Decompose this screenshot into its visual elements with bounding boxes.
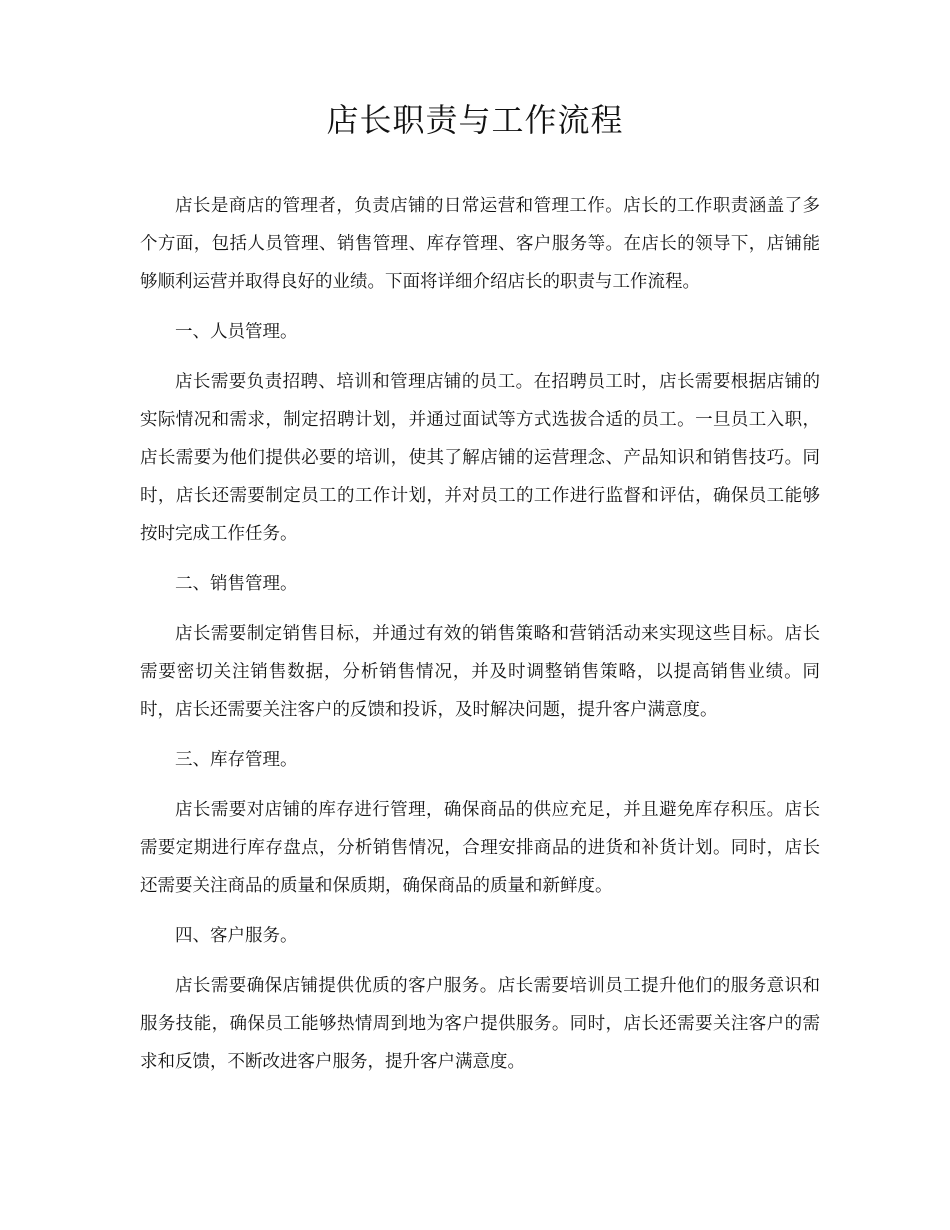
document-body: [140, 187, 820, 1081]
section-body-inventory: 店长需要对店铺的库存进行管理，确保商品的供应充足，并且避免库存积压。店长需要定期进行库存盘点，分析销售情况，合理安排商品的进货和补货计划。同时，店长还需要关注商品的质量和保质期，确保商品的质量和新鲜度。: [140, 800, 820, 896]
section-body-customer-service: 店长需要确保店铺提供优质的客户服务。店长需要培训员工提升他们的服务意识和服务技能，确保员工能够热情周到地为客户提供服务。同时，店长还需要关注客户的需求和反馈，不断改进客户服务，提升客户满意度。: [140, 976, 820, 1072]
section-heading-customer-service: 四、客户服务。: [175, 926, 298, 946]
section-body-personnel: 店长需要负责招聘、培训和管理店铺的员工。在招聘员工时，店长需要根据店铺的实际情况和需求，制定招聘计划，并通过面试等方式选拔合适的员工。一旦员工入职，店长需要为他们提供必要的培训，使其了解店铺的运营理念、产品知识和销售技巧。同时，店长还需要制定员工的工作计划，并对员工的工作进行监督和评估，确保员工能够按时完成工作任务。: [140, 372, 820, 544]
section-heading-inventory: 三、库存管理。: [175, 750, 298, 770]
section-heading-sales: 二、销售管理。: [175, 574, 298, 594]
section-body-sales: 店长需要制定销售目标，并通过有效的销售策略和营销活动来实现这些目标。店长需要密切关注销售数据，分析销售情况，并及时调整销售策略，以提高销售业绩。同时，店长还需要关注客户的反馈和投诉，及时解决问题，提升客户满意度。: [140, 624, 820, 720]
section-heading-personnel: 一、人员管理。: [175, 322, 298, 342]
intro-paragraph: 店长是商店的管理者，负责店铺的日常运营和管理工作。店长的工作职责涵盖了多个方面，包括人员管理、销售管理、库存管理、客户服务等。在店长的领导下，店铺能够顺利运营并取得良好的业绩。下面将详细介绍店长的职责与工作流程。: [140, 196, 820, 292]
document-title: 店长职责与工作流程: [326, 101, 624, 139]
